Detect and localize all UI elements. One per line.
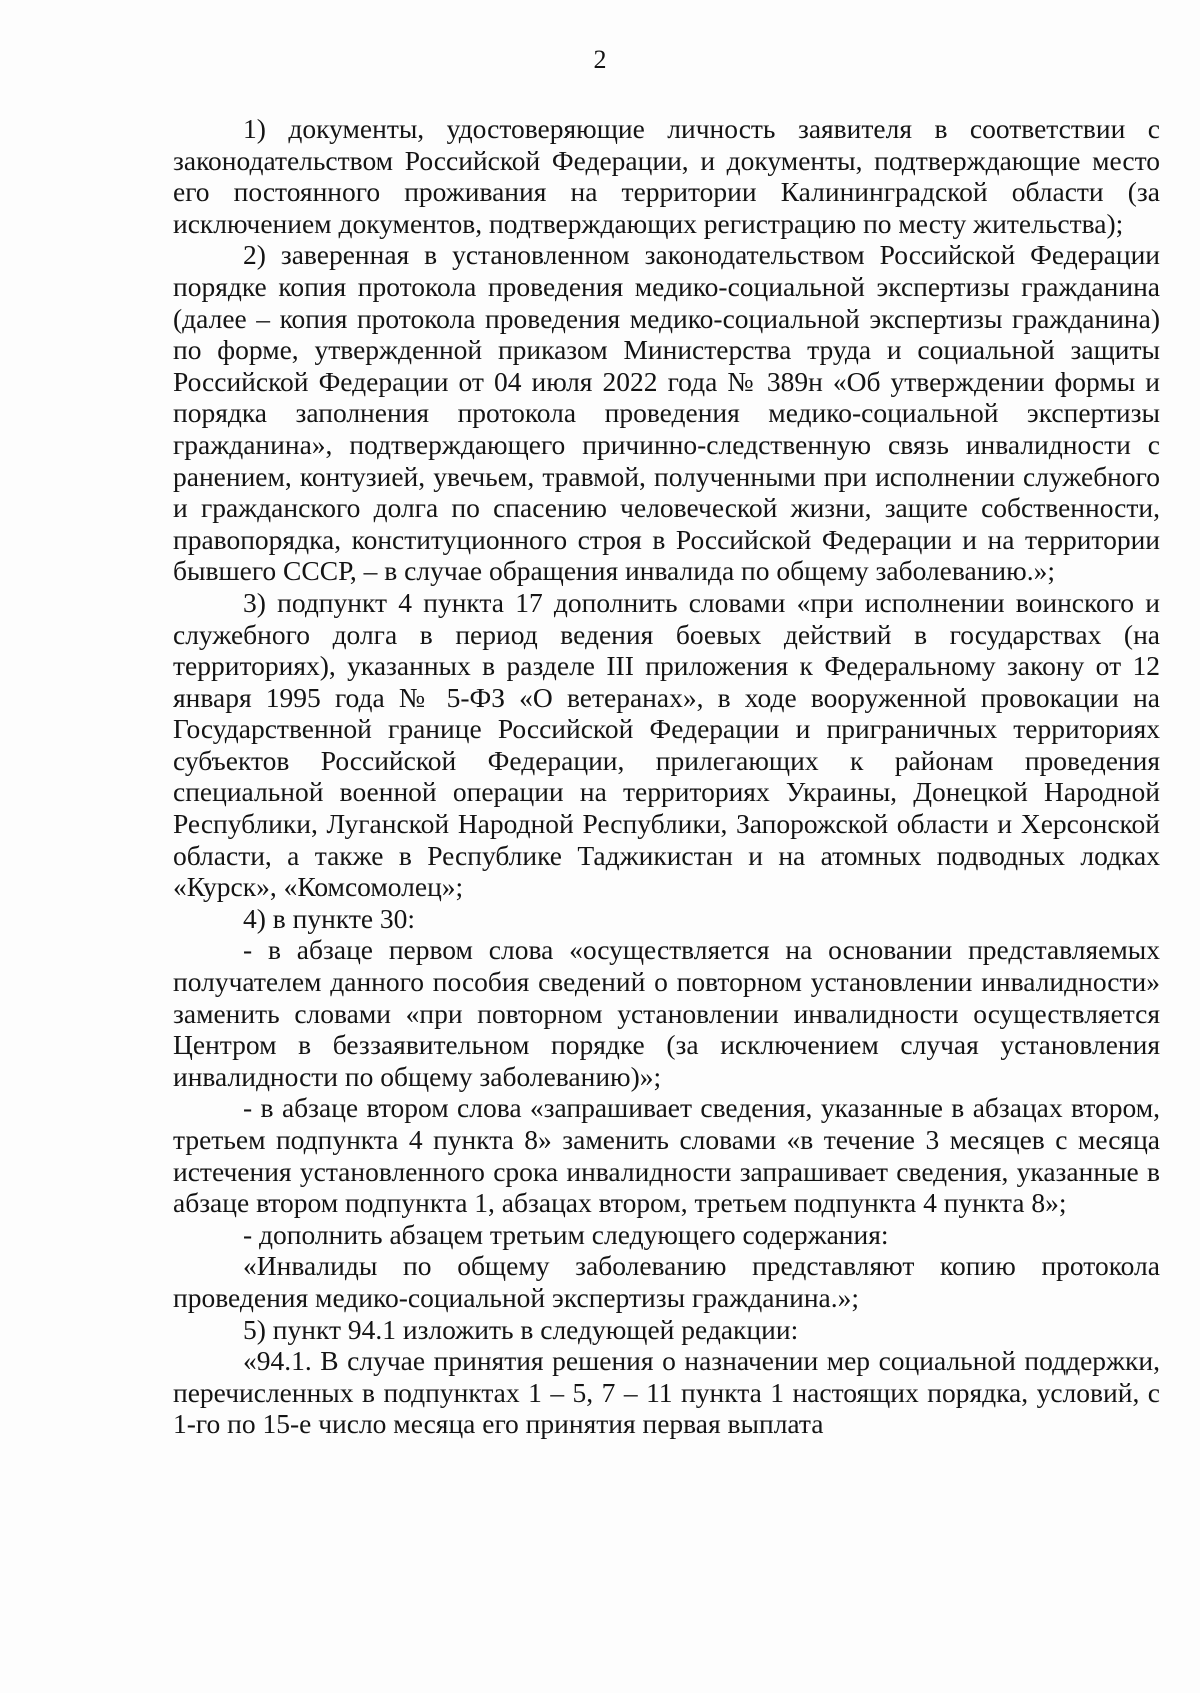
paragraph-dash-first-abzats: - в абзаце первом слова «осуществляется на основании представляемых получателем данного пособия сведений о повторном установлении инвалидности» заменить словами «при повторном установлении инвалидности осуществляется Центром в беззаявительном порядке (за исключением случая установления инвалидности по общему заболеванию)»; xyxy=(173,934,1160,1092)
paragraph-item-4-point-30: 4) в пункте 30: xyxy=(243,902,416,934)
paragraph-item-3-subpoint-4: 3) подпункт 4 пункта 17 дополнить словами «при исполнении воинского и служебного долга в период ведения боевых действий в государствах (на территориях), указанных в разделе III приложения к Федеральному закону от 12 января 1995 года № 5-ФЗ «О ветеранах», в ходе вооруженной провокации на Государственной границе Российской Федерации и приграничных территориях субъектов Российской Федерации, прилегающих к районам проведения специальной военной операции на территориях Украины, Донецкой Народной Республики, Луганской Народной Республики, Запорожской области и Херсонской области, а также в Республике Таджикистан и на атомных подводных лодках «Курск», «Комсомолец»; xyxy=(173,586,1160,903)
paragraph-item-1-documents: 1) документы, удостоверяющие личность заявителя в соответствии с законодательством Российской Федерации, и документы, подтверждающие место его постоянного проживания на территории Калининградской области (за исключением документов, подтверждающих регистрацию по месту жительства); xyxy=(173,113,1160,239)
paragraph-item-2-protocol-copy: 2) заверенная в установленном законодательством Российской Федерации порядке копия протокола проведения медико-социальной экспертизы гражданина (далее – копия протокола проведения медико-социальной экспертизы гражданина) по форме, утвержденной приказом Министерства труда и социальной защиты Российской Федерации от 04 июля 2022 года № 389н «Об утверждении формы и порядка заполнения протокола проведения медико-социальной экспертизы гражданина», подтверждающего причинно-следственную связь инвалидности с ранением, контузией, увечьем, травмой, полученными при исполнении служебного и гражданского долга по спасению человеческой жизни, защите собственности, правопорядка, конституционного строя в Российской Федерации и на территории бывшего СССР, – в случае обращения инвалида по общему заболеванию.»; xyxy=(173,239,1160,587)
paragraph-dash-add-third-abzats: - дополнить абзацем третьим следующего содержания: xyxy=(243,1218,889,1250)
paragraph-item-5-point-94-1: 5) пункт 94.1 изложить в следующей редакции: xyxy=(243,1313,799,1345)
page-number: 2 xyxy=(593,45,607,74)
paragraph-quote-invalids: «Инвалиды по общему заболеванию представляют копию протокола проведения медико-социальной экспертизы гражданина.»; xyxy=(173,1250,1160,1313)
document-body xyxy=(173,113,1160,1440)
paragraph-dash-second-abzats: - в абзаце втором слова «запрашивает сведения, указанные в абзацах втором, третьем подпункта 4 пункта 8» заменить словами «в течение 3 месяцев с месяца истечения установленного срока инвалидности запрашивает сведения, указанные в абзаце втором подпункта 1, абзацах втором, третьем подпункта 4 пункта 8»; xyxy=(173,1092,1160,1219)
paragraph-quote-94-1: «94.1. В случае принятия решения о назначении мер социальной поддержки, перечисленных в подпунктах 1 – 5, 7 – 11 пункта 1 настоящих порядка, условий, с 1-го по 15-е число месяца его принятия первая выплата xyxy=(173,1345,1160,1440)
